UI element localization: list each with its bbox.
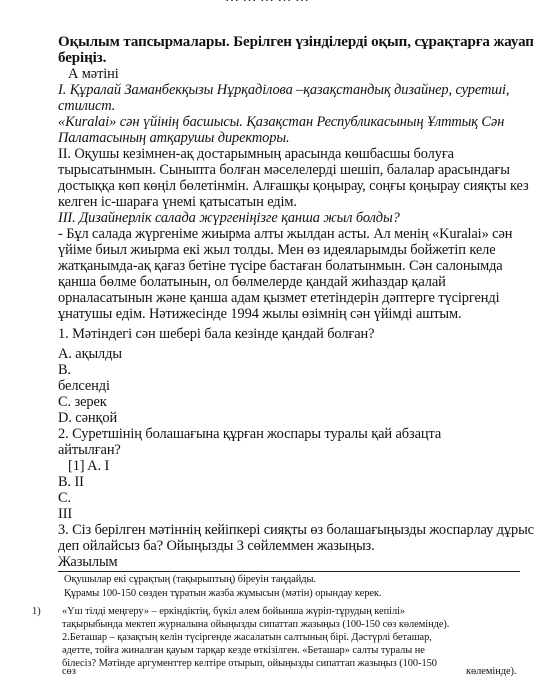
bio-line-3: «Kuralai» сән үйінің басшысы. Қазақстан Республикасының Ұлттық Сән: [58, 114, 505, 130]
question-2-line-1: 2. Суретшінің болашағына құрған жоспары туралы қай абзацта: [58, 426, 442, 442]
writing-item-line-7: көлемінде).: [466, 666, 517, 677]
bio-line-1: І. Құралай Заманбекқызы Нұрқаділова –қазақстандық дизайнер, суретші,: [58, 82, 510, 98]
q1-option-b: B.: [58, 362, 71, 378]
q2-option-b: B. ІІ: [58, 474, 84, 490]
writing-instruction-2: Құрамы 100-150 сөзден тұратын жазба жұмысын (мәтін) орындау керек.: [64, 588, 382, 599]
q2-option-a: [1] A. І: [68, 458, 110, 474]
bio-line-2: стилист.: [58, 98, 116, 114]
para2-line-4: келген іс-шараға үнемі қатысатын едім.: [58, 194, 297, 210]
writing-item-line-2: тақырыбында мектеп журналына ойыңызды сипаттап жазыңыз (100-150 сөз көлемінде).: [62, 619, 450, 630]
writing-item-line-3: 2.Беташар – қазақтың келін түсіргенде жасалатын салтының бірі. Дәстүрлі беташар,: [62, 632, 432, 643]
question-2-line-2: айтылған?: [58, 442, 121, 458]
q2-option-c: C.: [58, 490, 71, 506]
para2-line-2: тырысатынмын. Сыныпта болған мәселелерді шешіп, балалар арасындағы: [58, 162, 510, 178]
cut-off-header: [0, 0, 551, 6]
writing-instruction-1: Оқушылар екі сұрақтың (тақырыптың) біреуін таңдайды.: [64, 574, 316, 585]
answer-line-1: - Бұл салада жүргеніме жиырма алты жылдан асты. Ал менің «Kuralai» сән: [58, 226, 513, 242]
q1-option-c: C. зерек: [58, 394, 107, 410]
writing-item-line-6: сөз: [62, 666, 76, 677]
writing-rule: [58, 571, 520, 572]
question-three-italic: ІІІ. Дизайнерлік салада жүргеніңізге қанша жыл болды?: [58, 210, 400, 226]
task-heading-line-2: беріңіз.: [58, 50, 107, 66]
writing-item-line-1: «Үш тілді меңгеру» – еркіндіктің, бүкіл әлем бойынша жүріп-тұрудың кепілі»: [62, 606, 406, 617]
question-3-line-1: 3. Сіз берілген мәтіннің кейіпкері сияқты өз болашағыңызды жоспарлау дұрыс: [58, 522, 534, 538]
writing-item-number: 1): [32, 606, 41, 617]
answer-line-2: үйіме биыл жиырма екі жыл толды. Мен өз идеяларымды бойжетіп келе: [58, 242, 496, 258]
question-3-line-2: деп ойлайсыз ба? Ойыңызды 3 сөйлеммен жазыңыз.: [58, 538, 375, 554]
writing-label: Жазылым: [58, 554, 118, 570]
para2-line-3: достыққа көп көңіл бөлетінмін. Алғашқы қоңырау, соңғы қоңырау сияқты кез: [58, 178, 529, 194]
answer-line-6: ұнатушы едім. Нәтижесінде 1994 жылы өзімнің сән үйімді аштым.: [58, 306, 462, 322]
cut-off-header-text: [225, 0, 309, 6]
q2-option-c-text: ІІІ: [58, 506, 73, 522]
bio-line-4: Палатасының атқарушы директоры.: [58, 130, 290, 146]
writing-item-line-5: білесіз? Мәтінде аргументтер келтіре отырып, ойыңызды сипаттап жазыңыз (100-150: [62, 658, 437, 669]
answer-line-4: қанша бөлме болатынын, ол бөлмелерде қандай жиһаздар қалай: [58, 274, 446, 290]
writing-item-line-4: әдетте, тойға жиналған қауым тарқар кезде өткізілген. «Беташар» салты туралы не: [62, 645, 425, 656]
task-heading-line-1: Оқылым тапсырмалары. Берілген үзінділерді оқып, сұрақтарға жауап: [58, 34, 534, 50]
q1-option-b-text: белсенді: [58, 378, 110, 394]
q1-option-a: A. ақылды: [58, 346, 122, 362]
q1-option-d: D. сәнқой: [58, 410, 118, 426]
answer-line-3: жатқанымда-ақ қағаз бетіне түсіре бастаған болатынмын. Сән салонымда: [58, 258, 503, 274]
question-1: 1. Мәтіндегі сән шебері бала кезінде қандай болған?: [58, 326, 375, 342]
answer-line-5: орналасатынын және қанша адам қызмет ететіндерін дәптерге түсіргенді: [58, 290, 500, 306]
text-a-label: А мәтіні: [68, 66, 119, 82]
para2-line-1: ІІ. Оқушы кезімнен-ақ достарымның арасында көшбасшы болуға: [58, 146, 454, 162]
